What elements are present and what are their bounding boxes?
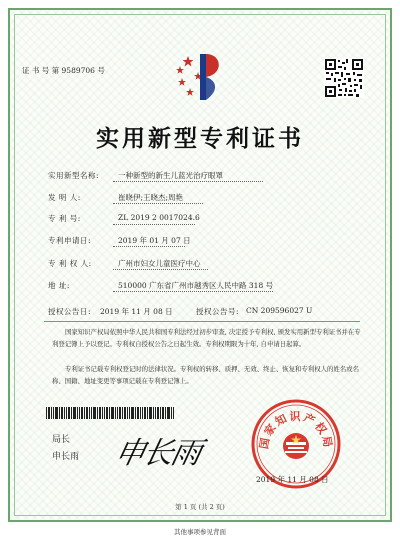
grant-pub-number-value: CN 209596027 U	[246, 306, 313, 315]
director-title: 局长	[52, 435, 71, 445]
footer-note: 其他事项参见背面	[174, 528, 226, 536]
legal-paragraph-1: 国家知识产权局依照中华人民共和国专利法经过初步审查, 决定授予专利权, 颁发实用新型专利证书并在专利登记簿上予以登记。专利权自授权公告之日起生效。专利权期限为十年, 自申请日起算。	[52, 328, 361, 348]
field-value-address: 510000 广东省广州市越秀区人民中路 318 号	[118, 281, 274, 290]
director-signature: 申长雨	[111, 436, 203, 471]
cnipa-logo	[176, 50, 228, 104]
grant-date-value: 2019 年 11 月 08 日	[100, 307, 173, 316]
qr-code	[324, 58, 364, 98]
grant-date-label: 授权公告日:	[48, 307, 92, 316]
field-label-patent-number: 专 利 号:	[48, 214, 81, 223]
field-label-utility-model-name: 实用新型名称:	[48, 171, 100, 180]
legal-paragraph-2: 专利证书记载专利权登记时的法律状况。专利权的转移、质押、无效、终止、恢复和专利权人的姓名或名称、国籍、地址变更等事项记载在专利登记簿上。	[52, 365, 359, 385]
field-label-inventor: 发 明 人:	[48, 193, 81, 202]
field-label-address: 地 址:	[48, 281, 70, 290]
field-value-inventor: 崔晓伊;王晓杰;周艳	[118, 193, 184, 202]
seal-date: 2019 年 11 月 08 日	[256, 475, 329, 484]
grant-pub-number-label: 授权公告号:	[196, 307, 240, 316]
field-value-patentee: 广州市妇女儿童医疗中心	[118, 259, 201, 268]
field-label-patentee: 专 利 权 人:	[48, 259, 92, 268]
field-value-patent-number: ZL 2019 2 0017024.6	[118, 213, 200, 222]
barcode	[46, 407, 174, 419]
field-value-application-date: 2019 年 01 月 07 日	[118, 236, 191, 245]
page-indicator: 第 1 页 (共 2 页)	[175, 503, 225, 511]
director-name: 申长雨	[52, 452, 80, 462]
divider	[44, 321, 360, 322]
certificate-number: 证 书 号 第 9589706 号	[22, 66, 105, 75]
field-value-utility-model-name: 一种新型的新生儿蓝光治疗眼罩	[118, 171, 223, 180]
field-label-application-date: 专利申请日:	[48, 236, 92, 245]
seal-text: 国家知识产权局	[257, 410, 335, 451]
certificate-title: 实用新型专利证书	[96, 125, 304, 152]
